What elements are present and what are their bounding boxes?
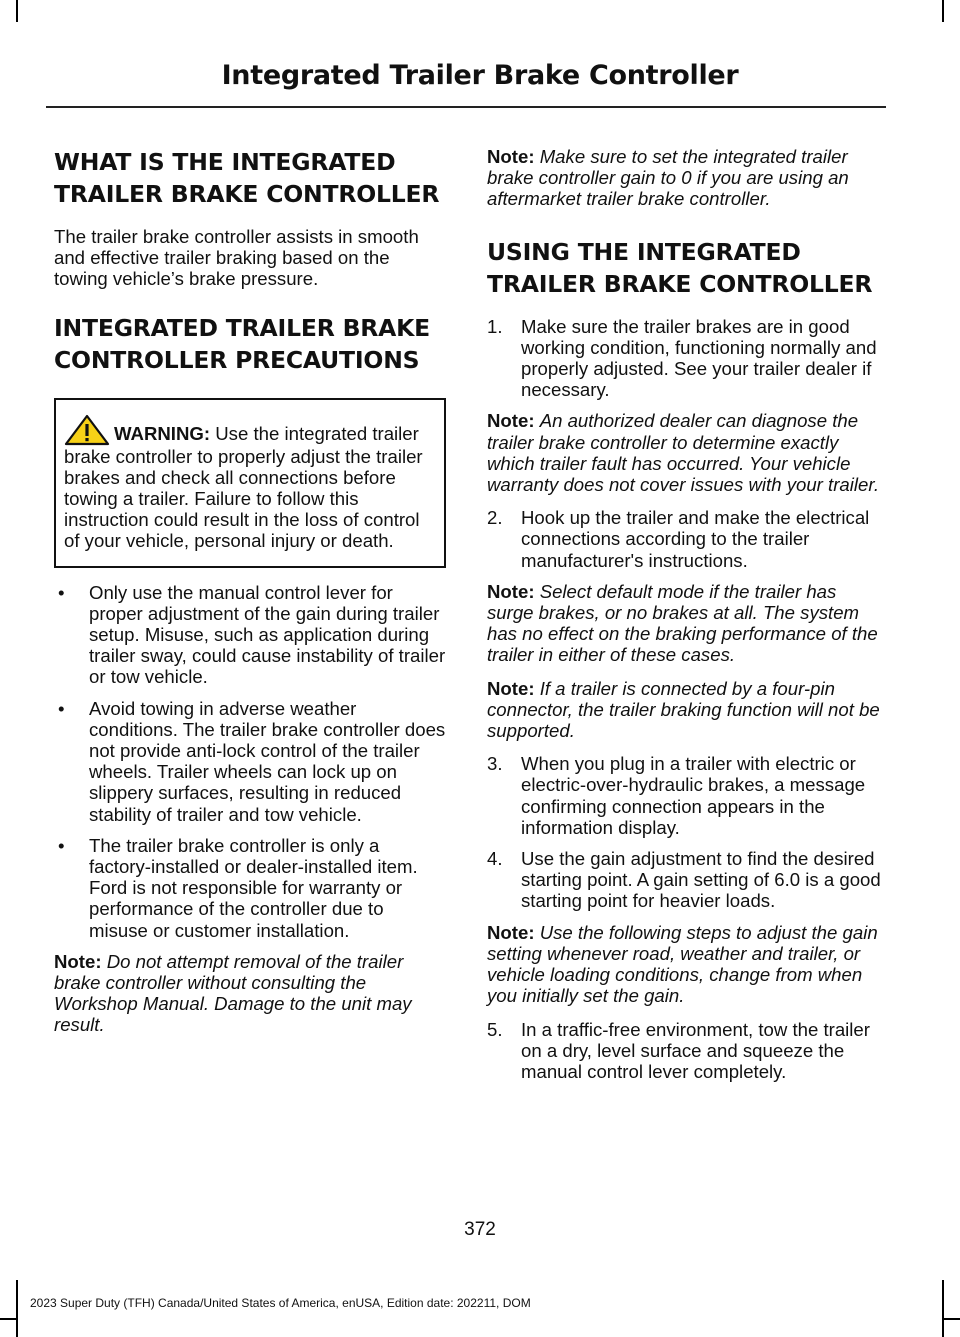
step-item [487, 753, 882, 838]
crop-mark-top-right [942, 0, 944, 22]
heading-line: TRAILER BRAKE CONTROLLER [487, 269, 873, 298]
note-aftermarket [487, 146, 882, 210]
crop-mark-bottom-left-v [16, 1280, 18, 1337]
bullet-glyph: • [58, 581, 65, 603]
intro-paragraph: The trailer brake controller assists in smooth and effective trailer braking based on the towing vehicle’s brake pressure. [54, 226, 419, 290]
list-item [54, 582, 446, 688]
note-text: Use the following steps to adjust the gain setting whenever road, weather and trailer, or vehicle loading conditions, change from when you initially set the gain. [487, 921, 878, 1007]
section-heading-precautions [54, 312, 446, 376]
step-text: Use the gain adjustment to find the desired starting point. A gain setting of 6.0 is a good starting point for heavier loads. [521, 848, 881, 912]
note-label: Note: [487, 146, 535, 167]
section-heading-what-is [54, 146, 446, 210]
step-item [487, 316, 882, 401]
note-label: Note: [54, 950, 102, 972]
step-number: 5. [487, 1018, 503, 1040]
page-number: 372 [464, 1219, 496, 1240]
steps-list-d [487, 1019, 882, 1083]
crop-mark-bottom-right-h [944, 1318, 960, 1320]
list-item-text: The trailer brake controller is only a factory-installed or dealer-installed item. Ford is not responsible for warranty or performance of the controller due to misuse or customer installation. [89, 834, 418, 941]
note-label: Note: [487, 677, 535, 699]
note-label: Note: [487, 580, 535, 602]
note-text: Make sure to set the integrated trailer brake controller gain to 0 if you are using an aftermarket trailer brake controller. [487, 146, 849, 210]
warning-triangle-icon [64, 414, 110, 446]
step-text: In a traffic-free environment, tow the trailer on a dry, level surface and squeeze the manual control lever completely. [521, 1018, 870, 1082]
note-text: An authorized dealer can diagnose the trailer brake controller to determine exactly which trailer fault has occurred. Your vehicle warranty does not cover issues with your trailer. [487, 410, 880, 496]
header-rule [46, 106, 886, 108]
steps-list-c [487, 753, 882, 911]
note-default-mode [487, 581, 882, 666]
step-text: Make sure the trailer brakes are in good working condition, functioning normally and properly adjusted. See your trailer dealer if necessary. [521, 315, 877, 401]
list-item-text: Only use the manual control lever for proper adjustment of the gain during trailer setup. Misuse, such as application during trailer sway, could cause instability of trailer or tow vehicle. [89, 581, 446, 688]
note-four-pin [487, 678, 882, 742]
step-text: Hook up the trailer and make the electrical connections according to the trailer manufacturer's instructions. [521, 507, 870, 571]
note-text: If a trailer is connected by a four-pin connector, the trailer braking function will not be supported. [487, 677, 880, 742]
heading-line: INTEGRATED TRAILER BRAKE [54, 313, 431, 342]
step-number: 4. [487, 848, 503, 870]
note-text: Do not attempt removal of the trailer brake controller without consulting the Workshop Manual. Damage to the unit may result. [54, 950, 412, 1036]
note-text: Select default mode if the trailer has surge brakes, or no brakes at all. The system has no effect on the braking performance of the trailer in either of these cases. [487, 580, 878, 666]
step-text: When you plug in a trailer with electric or electric-over-hydraulic brakes, a message confirming connection appears in the information display. [521, 753, 866, 838]
warning-box [54, 398, 446, 568]
note-dealer-diagnose [487, 410, 882, 495]
step-item [487, 507, 882, 571]
note-removal [54, 951, 446, 1036]
step-number: 1. [487, 315, 503, 337]
bullet-glyph: • [58, 834, 65, 856]
list-item [54, 835, 446, 941]
crop-mark-bottom-right-v [942, 1280, 944, 1337]
left-column [54, 146, 446, 1048]
step-number: 3. [487, 753, 503, 775]
right-column [487, 146, 882, 1092]
list-item [54, 698, 446, 825]
step-item [487, 848, 882, 912]
step-item [487, 1019, 882, 1083]
heading-line: CONTROLLER PRECAUTIONS [54, 345, 420, 374]
section-heading-using [487, 236, 882, 300]
heading-line: WHAT IS THE INTEGRATED [54, 148, 396, 176]
list-item-text: Avoid towing in adverse weather conditions. The trailer brake controller does not provide anti-lock control of the trailer wheels. Trailer wheels can lock up on slippery surfaces, resulting in reduced stability of trailer and tow vehicle. [89, 697, 446, 825]
bullet-glyph: • [58, 697, 65, 719]
page-header-title: Integrated Trailer Brake Controller [221, 60, 739, 91]
note-adjust-gain [487, 922, 882, 1007]
heading-line: TRAILER BRAKE CONTROLLER [54, 180, 440, 208]
note-label: Note: [487, 921, 535, 943]
warning-text: Use the integrated trailer brake controller to properly adjust the trailer brakes and check all connections before towing a trailer. Failure to follow this instruction could result in the loss of control of your vehicle, personal injury or death. [64, 422, 423, 552]
step-number: 2. [487, 507, 503, 529]
steps-list-a [487, 316, 882, 401]
precautions-list [54, 582, 446, 941]
footer-edition-info: 2023 Super Duty (TFH) Canada/United States of America, enUSA, Edition date: 202211, DOM [30, 1296, 531, 1310]
steps-list-b [487, 507, 882, 571]
crop-mark-top-left [16, 0, 18, 22]
note-label: Note: [487, 410, 535, 432]
warning-label: WARNING: [114, 422, 211, 444]
heading-line: USING THE INTEGRATED [487, 237, 801, 266]
crop-mark-bottom-left-h [0, 1318, 16, 1320]
